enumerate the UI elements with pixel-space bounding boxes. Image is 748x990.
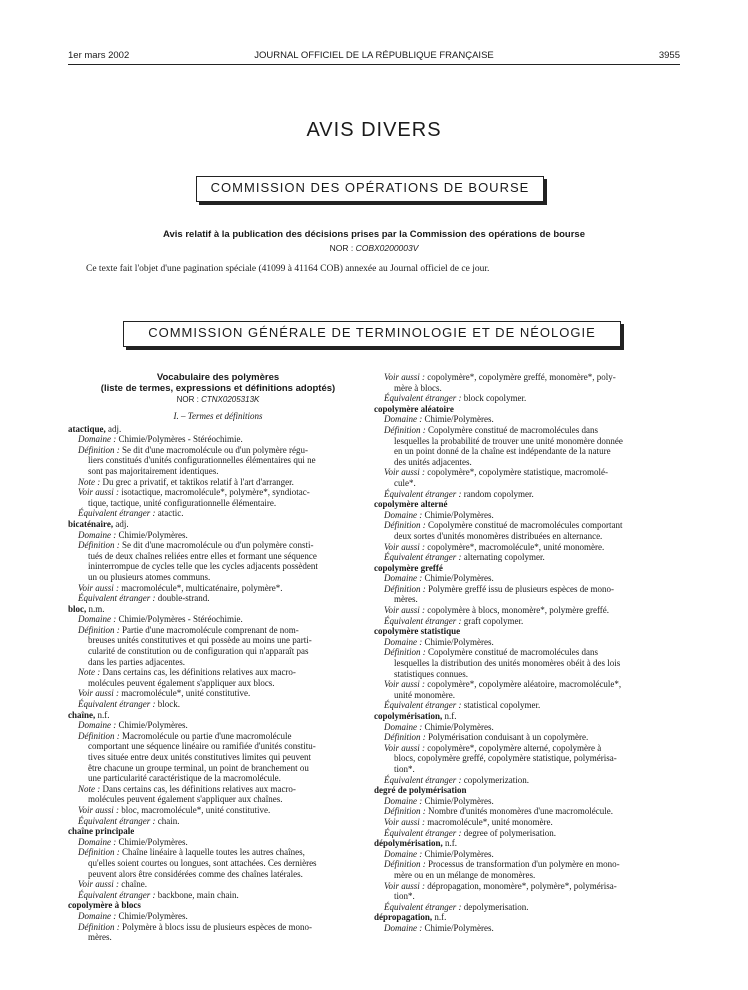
entry-line <box>68 667 368 678</box>
line-text: Chimie/Polymères. <box>424 795 494 806</box>
line-text: statistical copolymer. <box>463 700 541 711</box>
line-label: Domaine : <box>384 795 423 806</box>
entry-line <box>68 583 368 594</box>
line-label: Domaine : <box>78 434 117 445</box>
line-label: Domaine : <box>78 836 117 847</box>
glossary-entry <box>68 900 368 942</box>
avis-text: Ce texte fait l'objet d'une pagination spéciale (41099 à 41164 COB) annexée au Journal officiel de ce jour. <box>86 264 490 274</box>
glossary-entry <box>68 826 368 900</box>
line-text: Partie d'une macromolécule comprenant de nom- <box>122 624 299 635</box>
line-continuation: mère à blocs. <box>394 382 442 393</box>
line-continuation: deux sortes d'unités monomères distribuées en alternance. <box>394 530 603 541</box>
line-label: Voir aussi : <box>78 582 120 593</box>
entry-line <box>68 508 368 519</box>
entry-term: atactique, <box>68 423 106 434</box>
line-text: alternating copolymer. <box>463 552 545 563</box>
line-continuation: tion*. <box>394 891 415 902</box>
line-text: Dans certains cas, les définitions relatives aux macro- <box>102 667 296 678</box>
entry-term: dépolymérisation, <box>374 838 443 849</box>
line-label: Définition : <box>78 540 120 551</box>
line-label: Définition : <box>384 647 426 658</box>
line-label: Équivalent étranger : <box>78 815 156 826</box>
entry-line <box>374 542 680 553</box>
line-label: Note : <box>78 783 101 794</box>
line-text: Du grec a privatif, et taktikos relatif à l'art d'arranger. <box>102 476 294 487</box>
left-column <box>68 372 368 943</box>
line-text: Chimie/Polymères. <box>118 720 188 731</box>
entry-line <box>374 573 680 584</box>
line-continuation: cularité de constitution ou de configuration qui n'apparaît pas <box>88 646 309 657</box>
entry-line <box>374 806 680 817</box>
line-label: Voir aussi : <box>78 879 120 890</box>
entry-line <box>68 445 368 456</box>
line-label: Définition : <box>78 921 120 932</box>
line-label: Voir aussi : <box>78 487 120 498</box>
nor-label: NOR : <box>329 243 354 253</box>
entry-term: bicaténaire, <box>68 518 114 529</box>
line-label: Note : <box>78 476 101 487</box>
entry-line <box>68 434 368 445</box>
line-text: macromolécule*, unité constitutive. <box>121 688 251 699</box>
line-label: Voir aussi : <box>384 541 426 552</box>
line-text: Chimie/Polymères - Stéréochimie. <box>118 614 243 625</box>
glossary-entry <box>68 519 368 604</box>
glossary-entry <box>68 424 368 519</box>
entry-term: copolymère statistique <box>374 626 461 637</box>
entry-pos: n.f. <box>445 838 457 849</box>
entry-line <box>374 722 680 733</box>
line-continuation: liers constitués d'unités configurationnelles élémentaires qui ne <box>88 455 316 466</box>
line-continuation: mères. <box>394 594 418 605</box>
entry-pos: adj. <box>115 518 129 529</box>
line-label: Définition : <box>78 444 120 455</box>
glossary-entry <box>374 563 680 627</box>
line-label: Définition : <box>384 732 426 743</box>
line-continuation: être chacune un groupe terminal, un point de branchement ou <box>88 762 309 773</box>
entry-line <box>374 775 680 786</box>
nor-label: NOR : <box>176 395 199 404</box>
line-text: copolymère*, copolymère statistique, macromolé- <box>427 467 608 478</box>
glossary-entry <box>68 710 368 827</box>
line-text: degree of polymerisation. <box>463 827 556 838</box>
line-label: Domaine : <box>384 922 423 933</box>
entry-line <box>68 911 368 922</box>
entry-headword <box>374 838 680 849</box>
line-text: depolymerisation. <box>463 901 529 912</box>
line-text: copolymère*, copolymère greffé, monomère*, poly- <box>427 372 616 382</box>
line-text: Polymère à blocs issu de plusieurs espèces de mono- <box>122 921 312 932</box>
entry-headword <box>374 912 680 923</box>
entry-pos: n.m. <box>88 603 105 614</box>
entry-line <box>374 859 680 870</box>
nor-code: COBX0200003V <box>355 243 419 253</box>
line-continuation: sont pas majoritairement identiques. <box>88 465 219 476</box>
entry-term: bloc, <box>68 603 87 614</box>
entry-pos: adj. <box>108 423 122 434</box>
entry-line <box>374 584 680 595</box>
line-label: Voir aussi : <box>384 816 426 827</box>
line-text: bloc, macromolécule*, unité constitutive. <box>121 804 271 815</box>
line-continuation: comportant une séquence linéaire ou ramifiée d'unités constitu- <box>88 741 316 752</box>
line-continuation: tives située entre deux unités constitutives limites qui peuvent <box>88 752 311 762</box>
line-label: Voir aussi : <box>78 804 120 815</box>
line-text: Chimie/Polymères. <box>424 573 494 584</box>
glossary-entry <box>374 785 680 838</box>
entry-headword <box>374 711 680 722</box>
entry-term: dépropagation, <box>374 912 433 923</box>
entry-headword <box>374 499 680 510</box>
entry-pos: n.f. <box>434 912 447 923</box>
entry-line <box>374 679 680 690</box>
entry-line <box>374 637 680 648</box>
entry-line <box>68 922 368 933</box>
entry-headword <box>68 519 368 530</box>
line-continuation: breuses unités constitutives et qui possède au moins une parti- <box>88 635 312 646</box>
line-text: Chimie/Polymères. <box>424 721 494 732</box>
line-text: dépropagation, monomère*, polymère*, polymérisa- <box>427 880 617 891</box>
issue-date: 1er mars 2002 <box>68 50 130 61</box>
entry-line <box>374 414 680 425</box>
entry-line <box>68 837 368 848</box>
entry-term: copolymère greffé <box>374 562 443 573</box>
entry-pos: n.f. <box>97 709 110 720</box>
terminology-box-title: COMMISSION GÉNÉRALE DE TERMINOLOGIE ET DE NÉOLOGIE <box>123 321 621 347</box>
line-continuation: des unités adjacentes. <box>394 456 472 467</box>
line-text: Chaîne linéaire à laquelle toutes les autres chaînes, <box>122 847 305 858</box>
entry-headword <box>68 604 368 615</box>
line-label: Domaine : <box>384 414 423 425</box>
line-label: Note : <box>78 667 101 678</box>
line-text: Chimie/Polymères. <box>424 848 494 859</box>
line-label: Domaine : <box>384 721 423 732</box>
line-label: Équivalent étranger : <box>78 593 156 604</box>
entry-term: copolymère aléatoire <box>374 403 454 414</box>
line-text: Copolymère constitué de macromolécules dans <box>428 424 598 435</box>
line-continuation: tués de deux chaînes reliées entre elles et formant une séquence <box>88 550 317 561</box>
entry-line <box>68 699 368 710</box>
entry-line <box>374 743 680 754</box>
line-label: Équivalent étranger : <box>384 901 462 912</box>
line-label: Voir aussi : <box>384 467 426 478</box>
entry-line <box>374 817 680 828</box>
line-text: block. <box>157 699 180 710</box>
line-text: macromolécule*, unité monomère. <box>427 816 553 827</box>
line-text: Macromolécule ou partie d'une macromolécule <box>122 730 292 741</box>
line-label: Définition : <box>384 424 426 435</box>
line-label: Équivalent étranger : <box>384 774 462 785</box>
journal-name: JOURNAL OFFICIEL DE LA RÉPUBLIQUE FRANÇAISE <box>254 50 494 61</box>
line-label: Équivalent étranger : <box>384 552 462 563</box>
line-label: Définition : <box>384 583 426 594</box>
line-text: Dans certains cas, les définitions relatives aux macro- <box>102 783 296 794</box>
entry-line <box>374 489 680 500</box>
line-label: Voir aussi : <box>78 688 120 699</box>
entry-term: degré de polymérisation <box>374 785 467 796</box>
line-label: Domaine : <box>384 573 423 584</box>
line-label: Domaine : <box>78 614 117 625</box>
entry-line <box>68 477 368 488</box>
line-label: Équivalent étranger : <box>384 393 462 404</box>
right-column <box>374 372 680 933</box>
line-label: Équivalent étranger : <box>78 889 156 900</box>
line-text: copolymère à blocs, monomère*, polymère greffé. <box>427 605 610 616</box>
line-continuation: molécules peuvent également s'appliquer aux chaînes. <box>88 794 283 805</box>
entry-line <box>68 530 368 541</box>
line-label: Voir aussi : <box>384 742 426 753</box>
entry-headword <box>374 626 680 637</box>
line-label: Domaine : <box>78 720 117 731</box>
glossary-entry <box>374 711 680 785</box>
line-continuation: statistiques connues. <box>394 668 468 679</box>
entry-line <box>68 816 368 827</box>
line-continuation: ininterrompue de cycles telle que les cycles adjacents possèdent <box>88 561 318 572</box>
entry-line <box>374 520 680 531</box>
glossary-entry <box>374 838 680 912</box>
line-label: Domaine : <box>384 509 423 520</box>
line-text: copolymère*, copolymère alterné, copolymère à <box>427 742 602 753</box>
nor-code: CTNX0205313K <box>201 395 260 404</box>
entry-line <box>374 849 680 860</box>
entry-line <box>374 393 680 404</box>
entry-line <box>374 923 680 934</box>
entry-line <box>374 881 680 892</box>
line-text: Chimie/Polymères - Stéréochimie. <box>118 434 243 445</box>
line-text: atactic. <box>157 508 184 519</box>
line-label: Voir aussi : <box>384 679 426 690</box>
avis-title: Avis relatif à la publication des décisions prises par la Commission des opérations de bourse <box>163 229 585 240</box>
line-continuation: unité monomère. <box>394 689 455 700</box>
vocab-title: Vocabulaire des polymères <box>156 372 280 383</box>
line-label: Équivalent étranger : <box>78 699 156 710</box>
line-label: Voir aussi : <box>384 605 426 616</box>
entry-term: copolymère à blocs <box>68 900 141 911</box>
line-label: Domaine : <box>78 910 117 921</box>
line-continuation: lesquelles la probabilité de trouver une unité monomère donnée <box>394 435 623 446</box>
entry-line <box>68 614 368 625</box>
line-continuation: mères. <box>88 932 112 943</box>
glossary-entry <box>374 499 680 563</box>
line-text: chaîne. <box>121 879 147 890</box>
entry-line <box>374 552 680 563</box>
line-continuation: peuvent alors être considérées comme des chaînes latérales. <box>88 868 303 879</box>
entry-line <box>374 616 680 627</box>
line-label: Définition : <box>78 730 120 741</box>
line-label: Définition : <box>384 806 426 817</box>
line-text: Chimie/Polymères. <box>424 636 494 647</box>
line-label: Définition : <box>384 859 426 870</box>
glossary-entry <box>374 626 680 711</box>
entry-line <box>374 732 680 743</box>
entry-line <box>68 688 368 699</box>
entry-line <box>68 731 368 742</box>
entry-line <box>68 625 368 636</box>
vocab-subtitle: (liste de termes, expressions et définitions adoptés) <box>100 383 336 394</box>
entry-line <box>68 890 368 901</box>
entry-line <box>374 647 680 658</box>
line-text: isotactique, macromolécule*, polymère*, syndiotac- <box>121 487 310 498</box>
entry-headword <box>68 710 368 721</box>
line-label: Définition : <box>384 520 426 531</box>
line-text: Copolymère constitué de macromolécules comportant <box>428 520 623 531</box>
entry-term: chaîne principale <box>68 826 135 837</box>
right-entries <box>374 372 680 933</box>
entry-headword <box>68 900 368 911</box>
line-text: Chimie/Polymères. <box>424 414 494 425</box>
line-text: random copolymer. <box>463 488 534 499</box>
line-continuation: cule*. <box>394 477 416 488</box>
line-label: Domaine : <box>78 529 117 540</box>
entry-pos: n.f. <box>444 711 457 721</box>
line-label: Voir aussi : <box>384 372 426 382</box>
line-label: Définition : <box>78 847 120 858</box>
line-continuation: un ou plusieurs atomes communs. <box>88 571 211 582</box>
line-text: macromolécule*, multicaténaire, polymère*. <box>121 582 283 593</box>
entry-term: copolymérisation, <box>374 711 443 721</box>
glossary-entry <box>68 604 368 710</box>
entry-line <box>68 487 368 498</box>
line-text: Chimie/Polymères. <box>424 509 494 520</box>
line-continuation: lesquelles la distribution des unités monomères obéit à des lois <box>394 658 621 669</box>
line-text: Chimie/Polymères. <box>118 836 188 847</box>
entry-headword <box>374 785 680 796</box>
entry-headword <box>374 404 680 415</box>
entry-line <box>374 467 680 478</box>
entry-line <box>68 784 368 795</box>
line-text: Chimie/Polymères. <box>424 922 494 933</box>
vocab-nor <box>68 394 368 405</box>
entry-line <box>374 796 680 807</box>
entry-line <box>68 847 368 858</box>
page-number: 3955 <box>658 50 680 61</box>
line-label: Équivalent étranger : <box>384 488 462 499</box>
line-text: Copolymère constitué de macromolécules dans <box>428 647 598 658</box>
line-text: Chimie/Polymères. <box>118 910 188 921</box>
line-text: copolymère*, macromolécule*, unité monomère. <box>427 541 605 552</box>
line-continuation: blocs, copolymère greffé, copolymère statistique, polymérisa- <box>394 753 617 764</box>
line-continuation: en un point donné de la chaîne est indépendante de la nature <box>394 446 611 457</box>
avis-nor <box>68 243 680 253</box>
entry-term: copolymère alterné <box>374 499 448 510</box>
line-continuation: mère ou en un mélange de monomères. <box>394 869 536 880</box>
running-header <box>68 50 680 65</box>
line-text: Polymérisation conduisant à un copolymère. <box>428 732 589 743</box>
line-text: copolymère*, copolymère aléatoire, macromolécule*, <box>427 679 622 690</box>
main-title: AVIS DIVERS <box>306 119 442 141</box>
line-text: Nombre d'unités monomères d'une macromolécule. <box>428 806 613 817</box>
line-label: Domaine : <box>384 636 423 647</box>
line-label: Voir aussi : <box>384 880 426 891</box>
line-label: Définition : <box>78 624 120 635</box>
line-continuation: dans les parties adjacentes. <box>88 656 185 667</box>
entry-line <box>374 902 680 913</box>
entry-line <box>68 593 368 604</box>
line-text: Chimie/Polymères. <box>118 529 188 540</box>
entry-line <box>68 879 368 890</box>
line-text: Polymère greffé issu de plusieurs espèces de mono- <box>428 583 615 594</box>
line-continuation: tion*. <box>394 763 415 774</box>
entry-line <box>374 425 680 436</box>
entry-term: chaîne, <box>68 709 96 720</box>
line-text: graft copolymer. <box>463 615 524 626</box>
cob-box-title: COMMISSION DES OPÉRATIONS DE BOURSE <box>196 176 544 202</box>
line-text: Processus de transformation d'un polymère en mono- <box>428 859 620 870</box>
line-continuation: tique, tactique, unité configurationnelle élémentaire. <box>88 497 277 508</box>
line-text: Se dit d'une macromolécule ou d'un polymère consti- <box>122 540 314 551</box>
entry-line <box>374 605 680 616</box>
entry-headword <box>68 826 368 837</box>
glossary-entry <box>374 912 680 933</box>
line-text: Se dit d'une macromolécule ou d'un polymère régu- <box>122 444 308 455</box>
entry-line <box>68 805 368 816</box>
line-text: copolymerization. <box>463 774 529 785</box>
entry-headword <box>68 424 368 435</box>
line-text: backbone, main chain. <box>157 889 239 900</box>
entry-line <box>374 828 680 839</box>
line-text: double-strand. <box>157 593 210 604</box>
line-label: Équivalent étranger : <box>384 615 462 626</box>
line-text: block copolymer. <box>463 393 527 404</box>
entry-headword <box>374 563 680 574</box>
line-label: Équivalent étranger : <box>384 827 462 838</box>
line-label: Domaine : <box>384 848 423 859</box>
line-label: Équivalent étranger : <box>78 508 156 519</box>
line-continuation: molécules peuvent également s'appliquer aux blocs. <box>88 677 275 688</box>
line-continuation: une particularité caractéristique de la macromolécule. <box>88 773 281 784</box>
left-entries <box>68 424 368 943</box>
entry-line <box>374 372 680 383</box>
entry-line <box>374 700 680 711</box>
subsection-heading: I. – Termes et définitions <box>173 411 263 421</box>
line-continuation: qu'elles soient courtes ou longues, sont attachées. Ces dernières <box>88 857 317 868</box>
glossary-entry <box>374 372 680 404</box>
glossary-entry <box>374 404 680 499</box>
line-label: Équivalent étranger : <box>384 700 462 711</box>
entry-line <box>374 510 680 521</box>
entry-line <box>68 720 368 731</box>
line-text: chain. <box>157 815 180 826</box>
entry-line <box>68 540 368 551</box>
